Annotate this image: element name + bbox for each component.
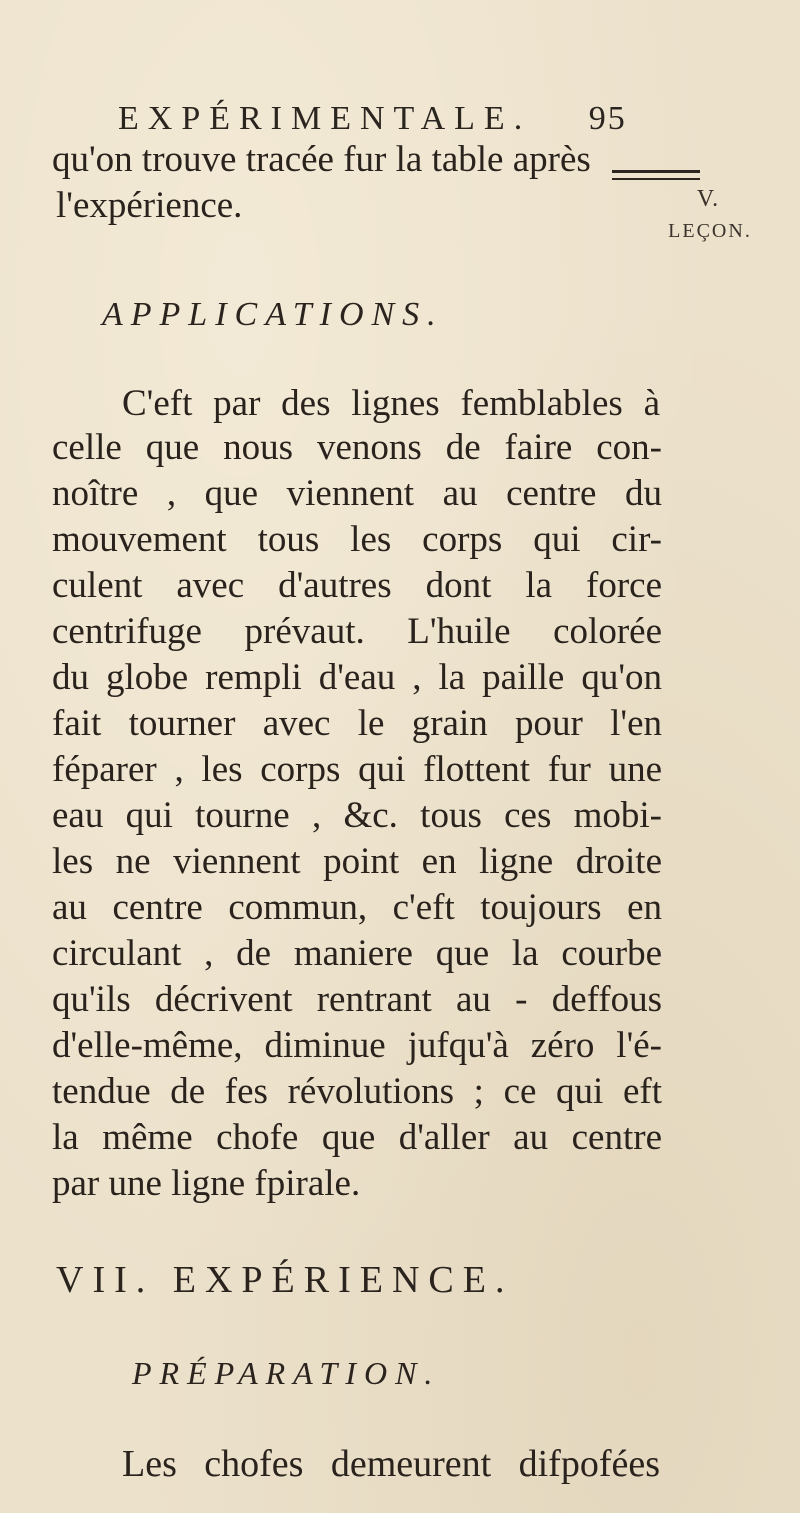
- paragraph-line: au centre commun, c'eft toujours en: [52, 887, 662, 928]
- paragraph-line: par une ligne fpirale.: [52, 1163, 361, 1204]
- paragraph-line: d'elle-même, diminue jufqu'à zéro l'é-: [52, 1025, 662, 1066]
- paragraph-line: C'eft par des lignes femblables à: [122, 383, 660, 424]
- running-title: EXPÉRIMENTALE.: [118, 100, 532, 137]
- text-line: l'expérience.: [56, 185, 243, 226]
- paragraph-line: mouvement tous les corps qui cir-: [52, 519, 662, 560]
- page-number: 95: [588, 100, 627, 137]
- paragraph-line: féparer , les corps qui flottent fur une: [52, 749, 662, 790]
- paragraph-line: noître , que viennent au centre du: [52, 473, 662, 514]
- paragraph-line: qu'ils décrivent rentrant au - deffous: [52, 979, 662, 1020]
- paragraph-line: du globe rempli d'eau , la paille qu'on: [52, 657, 662, 698]
- paragraph-line: culent avec d'autres dont la force: [52, 565, 662, 606]
- running-head: [118, 100, 627, 138]
- section-heading: APPLICATIONS.: [102, 296, 444, 333]
- lecture-number: V.: [696, 186, 720, 212]
- margin-rule: [612, 170, 700, 180]
- paragraph-line: la même chofe que d'aller au centre: [52, 1117, 662, 1158]
- paragraph-line: Les chofes demeurent difpofées: [122, 1443, 660, 1485]
- paragraph-line: circulant , de maniere que la courbe: [52, 933, 662, 974]
- paragraph-line: centrifuge prévaut. L'huile colorée: [52, 611, 662, 652]
- text-line: qu'on trouve tracée fur la table après: [52, 139, 591, 180]
- paragraph-line: celle que nous venons de faire con-: [52, 427, 662, 468]
- paragraph-line: eau qui tourne , &c. tous ces mobi-: [52, 795, 662, 836]
- preparation-heading: PRÉPARATION.: [132, 1355, 441, 1391]
- paragraph-line: fait tourner avec le grain pour l'en: [52, 703, 662, 744]
- paragraph-line: les ne viennent point en ligne droite: [52, 841, 662, 882]
- lecture-label: LEÇON.: [668, 220, 752, 242]
- paragraph-line: tendue de fes révolutions ; ce qui eft: [52, 1071, 662, 1112]
- experiment-heading: VII. EXPÉRIENCE.: [56, 1259, 514, 1301]
